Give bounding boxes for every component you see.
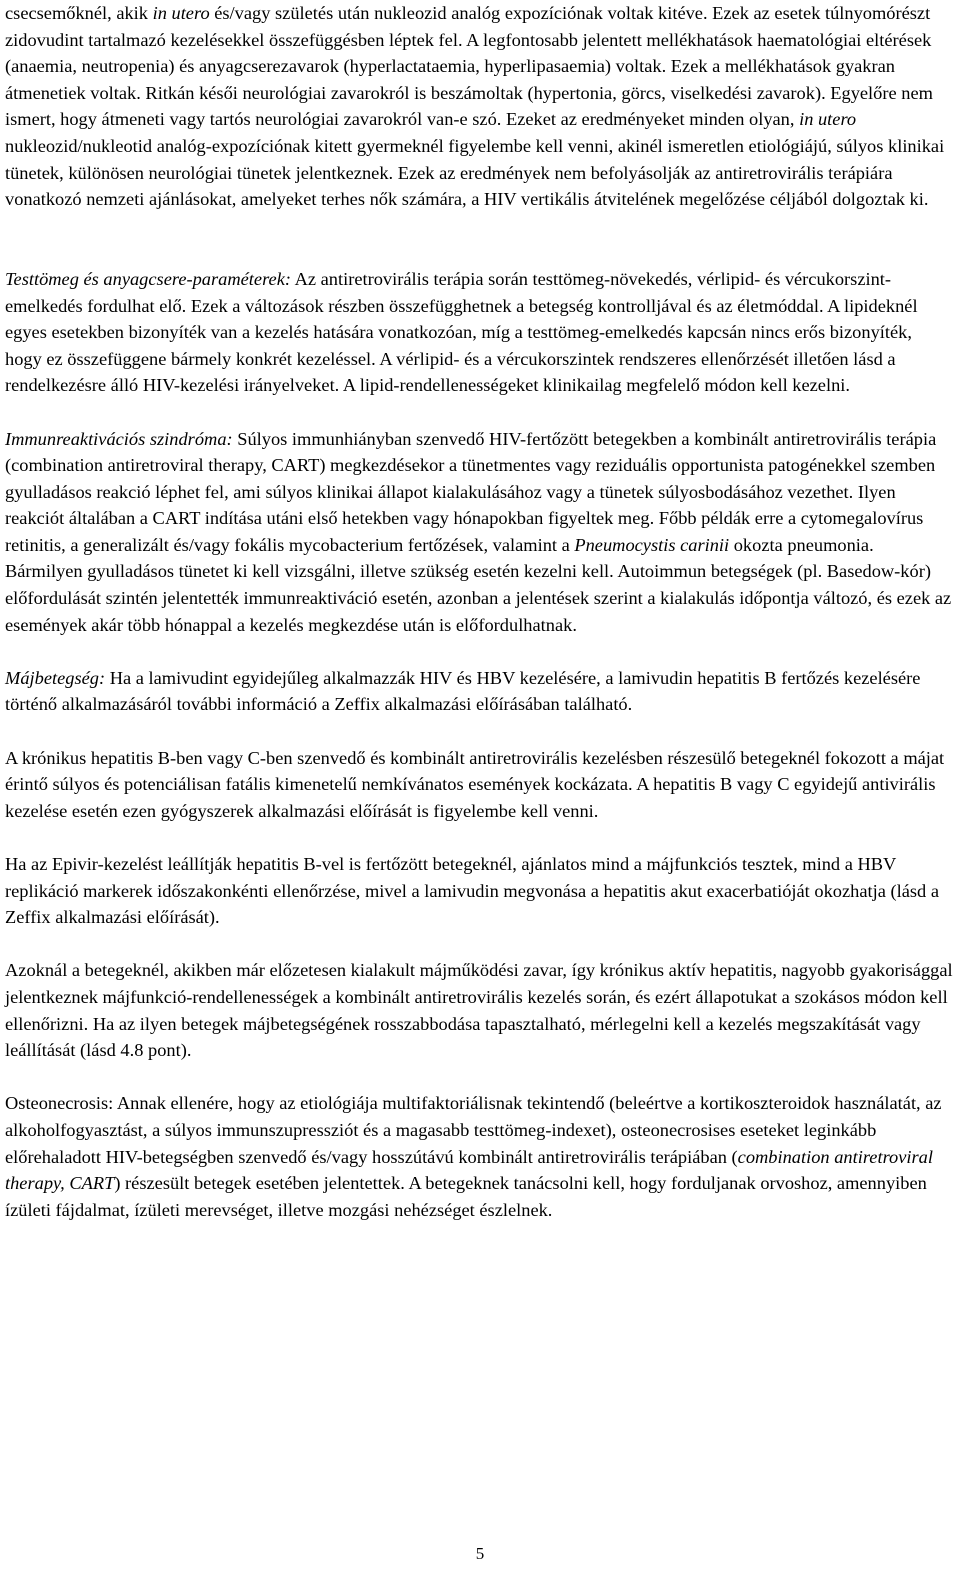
paragraph-gap [5,931,953,958]
paragraph-weight-metabolic [5,266,953,399]
paragraph-immune-reactivation [5,426,953,639]
text-span: csecsemőknél, akik [5,3,153,23]
paragraph-gap [5,239,953,266]
paragraph-liver-disease [5,665,953,718]
italic-term: in utero [799,109,857,130]
text-span: Ha a lamivudint egyidejűleg alkalmazzák HIV és HBV kezelésére, a lamivudin hepatitis B fertőzés kezelésére történő alkalmazásáról további információ a Zeffix alkalmazási előírásában található. [5,667,921,715]
document-page [5,0,953,1223]
text-span: ) részesült betegek esetében jelentettek. A betegeknek tanácsolni kell, hogy forduljanak orvoshoz, amennyiben ízületi fájdalmat, ízületi merevséget, illetve mozgási nehézséget észlelnek. [5,1173,927,1220]
paragraph-gap [5,638,953,665]
paragraph-gap [5,1064,953,1091]
italic-term: combination antiretroviral therapy, CART [5,1146,933,1194]
paragraph-gap [5,399,953,426]
italic-term: in utero [152,3,210,23]
text-span: okozta pneumonia. Bármilyen gyulladásos tünetet ki kell vizsgálni, illetve szükség esetén kezelni kell. Autoimmun betegségek (pl. Basedow-kór) előfordulását szintén jelentették immunreaktiváció esetén, azonban a jelentések szerint a kialakulás időpontja változó, és ezek az események akár több hónappal a kezelés megkezdése után is előfordulhatnak. [5,534,952,635]
paragraph-gap [5,718,953,745]
text-span: és/vagy születés után nukleozid analóg expozíciónak voltak kitéve. Ezek az esetek túlnyomórészt zidovudint tartalmazó kezelésekkel összefüggésben léptek fel. A legfontosabb jelentett mellékhatások haematológiai eltérések (anaemia, neutropenia) és anyagcserezavarok (hyperlactataemia, hyperlipasaemia) voltak. Ezek a mellékhatások gyakran átmenetiek voltak. Ritkán késői neurológiai zavarokról is beszámoltak (hypertonia, görcs, viselkedési zavarok). Egyelőre nem ismert, hogy átmeneti vagy tartós neurológiai zavarokról van-e szó. Ezeket az eredményeket minden olyan, [5,3,933,130]
paragraph-in-utero-exposure [5,0,953,213]
text-span: Annak ellenére, hogy az etiológiája multifaktoriálisnak tekintendő (beleértve a kortikoszteroidok használatát, az alkoholfogyasztást, a súlyos immunszupressziót és a magasabb testtömeg-indexet), osteonecrosises eseteket leginkább előrehaladott HIV-betegségben szenvedő és/vagy hosszútávú kombinált antiretrovirális terápiában ( [5,1093,942,1167]
paragraph-gap [5,213,953,240]
paragraph-liver-dysfunction: Azoknál a betegeknél, akikben már előzetesen kialakult májműködési zavar, így krónikus aktív hepatitis, nagyobb gyakorisággal jelentkeznek májfunkció-rendellenességek a kombinált antiretrovirális kezelés során, és ezért állapotukat a szokásos módon kell ellenőrizni. Ha az ilyen betegek májbetegségének rosszabbodása tapasztalható, mérlegelni kell a kezelés megszakítását vagy leállítását (lásd 4.8 pont). [5,960,953,1061]
section-heading: Immunreaktivációs szindróma: [5,428,233,449]
paragraph-epivir-discontinuation: Ha az Epivir-kezelést leállítják hepatitis B-vel is fertőzött betegeknél, ajánlatos mind a májfunkciós tesztek, mind a HBV replikáció markerek időszakonkénti ellenőrzése, mivel a lamivudin megvonása a hepatitis akut exacerbatióját okozhatja (lásd a Zeffix alkalmazási előírását). [5,854,939,928]
section-heading: Osteonecrosis: [5,1093,114,1114]
paragraph-chronic-hepatitis: A krónikus hepatitis B-ben vagy C-ben szenvedő és kombinált antiretrovirális kezelésben részesülő betegeknél fokozott a májat érintő súlyos és potenciálisan fatális kimenetelű nemkívánatos események kockázata. A hepatitis B vagy C egyidejű antivirális kezelése esetén ezen gyógyszerek alkalmazási előírását is figyelembe kell venni. [5,747,945,821]
text-span: Az antiretrovirális terápia során testtömeg-növekedés, vérlipid- és vércukorszint-emelkedés fordulhat elő. Ezek a változások részben összefügghetnek a betegség kontrolljával és az életmóddal. A lipideknél egyes esetekben bizonyíték van a kezelés hatására vonatkozóan, míg a testtömeg-emelkedés kapcsán nincs erős bizonyíték, hogy ez összefüggene bármely konkrét kezeléssel. A vérlipid- és a vércukorszintek rendszeres ellenőrzését illetően lásd a rendelkezésre álló HIV-kezelési irányelveket. A lipid-rendellenességeket klinikailag megfelelő módon kell kezelni. [5,268,918,396]
page-number: 5 [475,1544,485,1563]
paragraph-gap [5,824,953,851]
text-span: Súlyos immunhiányban szenvedő HIV-fertőzött betegekben a kombinált antiretrovirális terápia (combination antiretroviral therapy, CART) megkezdésekor a tünetmentes vagy reziduális opportunista patogénekkel szemben gyulladásos reakció léphet fel, ami súlyos klinikai állapot kialakulásához vagy a tünetek súlyosbodásához vezethet. Ilyen reakciót általában a CART indítása utáni első hetekben vagy hónapokban figyeltek meg. Főbb példák erre a cytomegalovírus retinitis, a generalizált és/vagy fokális mycobacterium fertőzések, valamint a [5,428,937,555]
section-heading: Májbetegség: [5,667,106,688]
text-span: nukleozid/nukleotid analóg-expozíciónak kitett gyermeknél figyelembe kell venni, akinél ismeretlen etiológiájú, súlyos klinikai tünetek, különösen neurológiai tünetek jelentkeznek. Ezek az eredmények nem befolyásolják az antiretrovirális terápiára vonatkozó nemzeti ajánlásokat, amelyeket terhes nők számára, a HIV vertikális átvitelének megelőzése céljából dolgoztak ki. [5,135,945,210]
italic-term: Pneumocystis carinii [574,534,730,555]
paragraph-osteonecrosis [5,1090,953,1223]
section-heading: Testtömeg és anyagcsere-paraméterek: [5,268,291,289]
